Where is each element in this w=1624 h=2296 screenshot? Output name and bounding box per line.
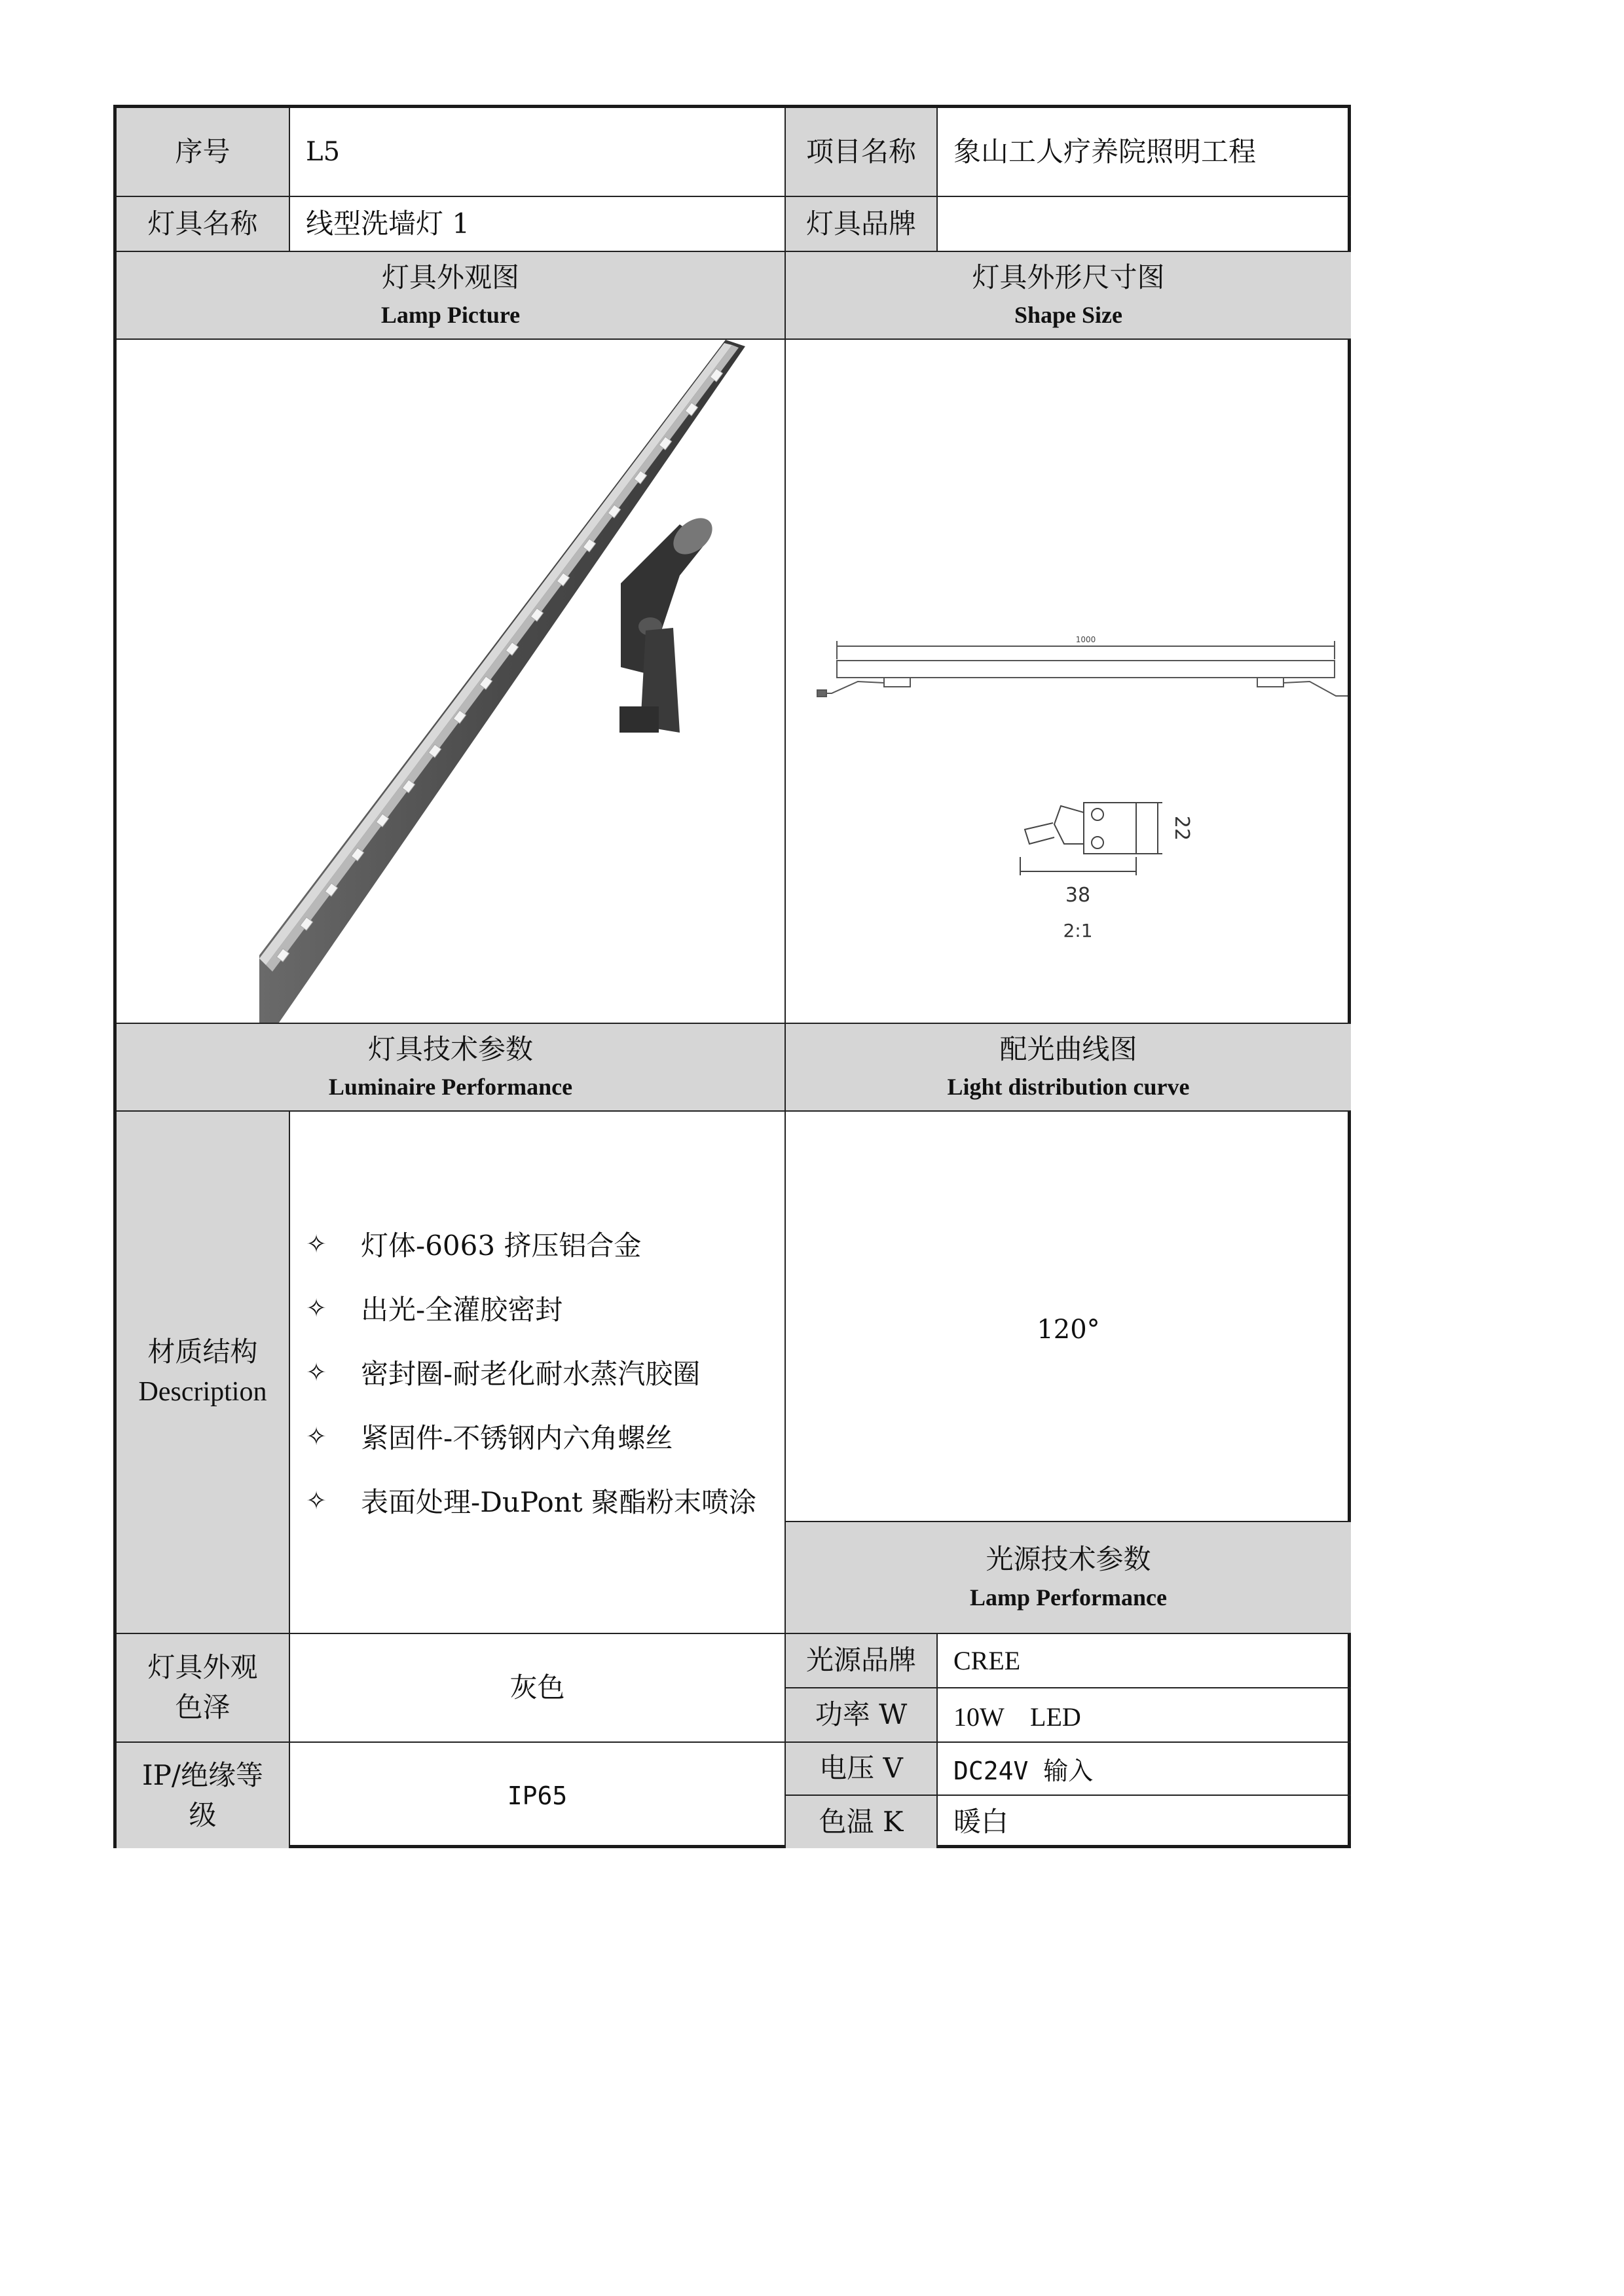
beam-angle-cell <box>786 1112 1351 1522</box>
light-distribution-title-en: Light distribution curve <box>947 1074 1190 1101</box>
light-distribution-title-zh: 配光曲线图 <box>999 1032 1137 1065</box>
cct-value: 暖白 <box>953 1805 1009 1838</box>
cct-label: 色温 K <box>786 1796 938 1848</box>
list-item: ✧ 密封圈-耐老化耐水蒸汽胶圈 <box>303 1340 756 1404</box>
spec-sheet-table <box>113 105 1351 1848</box>
shape-size-title-en: Shape Size <box>1014 302 1123 329</box>
appearance-value: 灰色 <box>290 1634 786 1743</box>
scale-label: 2:1 <box>1063 920 1093 941</box>
length-dimension: 1000 <box>1075 635 1096 644</box>
lamp-picture-title-en: Lamp Picture <box>380 302 521 329</box>
voltage-value: DC24V 输入 <box>938 1743 1351 1796</box>
light-distribution-header <box>786 1024 1351 1112</box>
lamp-performance-title-zh: 光源技术参数 <box>986 1543 1151 1576</box>
side-view <box>817 641 1348 697</box>
material-label-zh: 材质结构 <box>147 1336 258 1368</box>
power-value: 10W LED <box>938 1688 1351 1743</box>
luminaire-performance-title-zh: 灯具技术参数 <box>367 1032 533 1065</box>
ip-label: IP/绝缘等 级 <box>117 1743 290 1848</box>
list-item: ✧ 出光-全灌胶密封 <box>303 1276 756 1340</box>
appearance-label: 灯具外观 色泽 <box>117 1634 290 1743</box>
material-list <box>303 1212 756 1533</box>
shape-size-title-zh: 灯具外形尺寸图 <box>972 261 1165 293</box>
diamond-star-icon: ✧ <box>306 1230 327 1258</box>
mounting-bracket <box>619 511 719 733</box>
end-view <box>1020 803 1162 875</box>
material-label-en: Description <box>138 1377 267 1407</box>
ip-value: IP65 <box>290 1743 786 1848</box>
brand-value <box>938 197 1351 252</box>
lamp-name-label: 灯具名称 <box>117 197 290 252</box>
shape-size-header <box>786 252 1351 340</box>
width-dimension: 38 <box>1065 884 1091 907</box>
luminaire-performance-title-en: Luminaire Performance <box>328 1074 573 1101</box>
list-item: ✧ 紧固件-不锈钢内六角螺丝 <box>303 1404 756 1468</box>
shape-drawing-cell <box>786 340 1351 1024</box>
list-item: ✧ 表面处理-DuPont 聚酯粉末喷涂 <box>303 1468 756 1533</box>
beam-angle: 120° <box>1037 1315 1100 1345</box>
source-brand-value: CREE <box>938 1634 1351 1688</box>
height-dimension: 22 <box>1170 815 1193 841</box>
lamp-performance-title-en: Lamp Performance <box>970 1584 1167 1611</box>
seq-label: 序号 <box>117 108 290 197</box>
dimension-drawing <box>786 340 1350 1023</box>
seq-value: L5 <box>290 108 786 197</box>
power-label: 功率 W <box>786 1688 938 1743</box>
lamp-picture-cell <box>117 340 786 1024</box>
lamp-picture-header <box>117 252 786 340</box>
lamp-performance-header <box>786 1522 1351 1634</box>
diamond-star-icon: ✧ <box>306 1358 327 1387</box>
project-label: 项目名称 <box>786 108 938 197</box>
material-list-cell <box>290 1112 786 1634</box>
list-item: ✧ 灯体-6063 挤压铝合金 <box>303 1212 756 1276</box>
diamond-star-icon: ✧ <box>306 1486 327 1515</box>
voltage-label: 电压 V <box>786 1743 938 1796</box>
luminaire-performance-header <box>117 1024 786 1112</box>
material-label <box>117 1112 290 1634</box>
diamond-star-icon: ✧ <box>306 1422 327 1451</box>
diamond-star-icon: ✧ <box>306 1294 327 1322</box>
brand-label: 灯具品牌 <box>786 197 938 252</box>
lamp-photo <box>117 340 783 1023</box>
source-brand-label: 光源品牌 <box>786 1634 938 1688</box>
lamp-picture-title-zh: 灯具外观图 <box>381 261 519 293</box>
project-value: 象山工人疗养院照明工程 <box>938 108 1351 197</box>
lamp-name-value: 线型洗墙灯 1 <box>290 197 786 252</box>
